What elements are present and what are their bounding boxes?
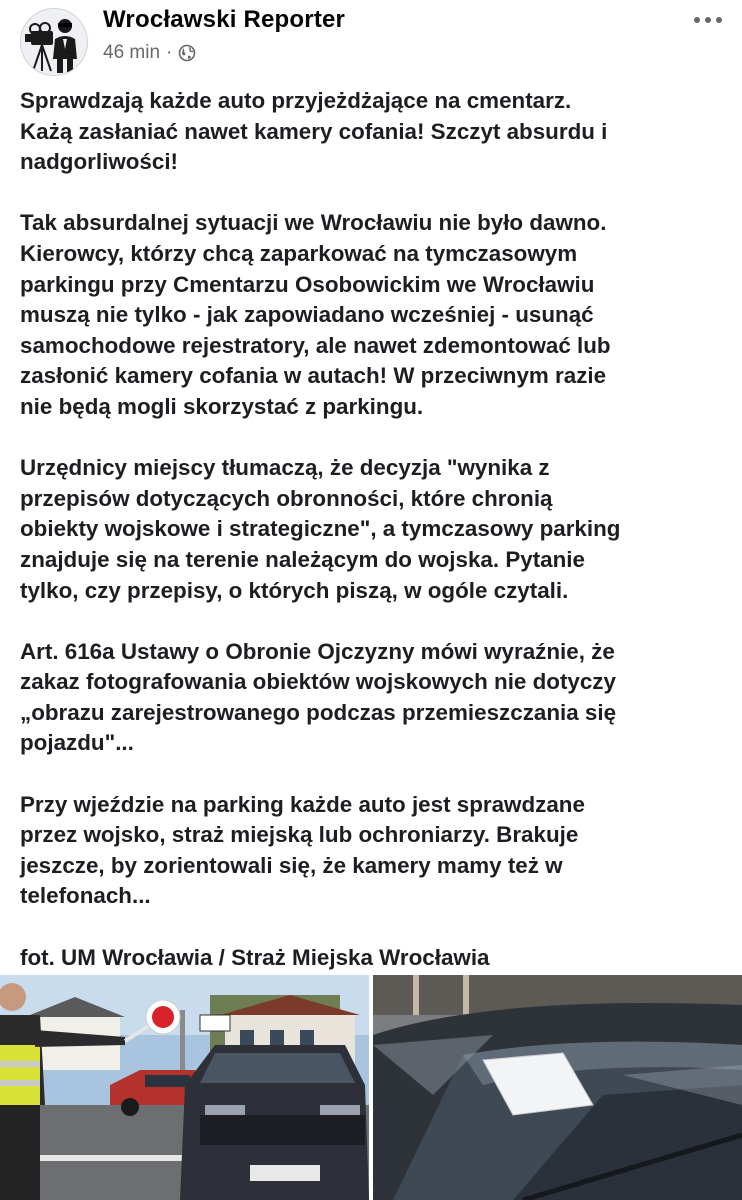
post-text <box>20 86 732 1004</box>
post-header <box>0 0 742 80</box>
avatar-cameraman-icon <box>21 9 87 75</box>
photo-grid <box>0 975 742 1200</box>
photo-checkpoint[interactable] <box>0 975 369 1200</box>
post-paragraph: Urzędnicy miejscy tłumaczą, że decyzja "wynika z przepisów dotyczących obronności, które chronią obiekty wojskowe i strategiczne", a tymczasowy parking znajduje się na terenie należącym do wojska. Pytanie tylko, czy przepisy, o których piszą, w ogóle czytali. <box>20 455 621 603</box>
post-paragraph: Tak absurdalnej sytuacji we Wrocławiu nie było dawno. Kierowcy, którzy chcą zaparkować na tymczasowym parkingu przy Cmentarzu Osobowickim we Wrocławiu muszą nie tylko - jak zapowiadano wcześniej - usunąć samochodowe rejestratory, ale nawet zdemontować lub zasłonić kamery cofania w autach! W przeciwnym razie nie będą mogli skorzystać z parkingu. <box>20 210 611 419</box>
meta-separator: · <box>166 42 173 63</box>
author-name[interactable]: Wrocławski Reporter <box>103 6 346 33</box>
photo-icon <box>373 975 742 1200</box>
photo-icon <box>0 975 369 1200</box>
photo-windshield-note[interactable] <box>373 975 742 1200</box>
post-paragraph: Art. 616a Ustawy o Obronie Ojczyzny mówi wyraźnie, że zakaz fotografowania obiektów wojskowych nie dotyczy „obrazu zarejestrowanego podczas przemieszczania się pojazdu"... <box>20 638 617 756</box>
post-meta <box>103 42 196 64</box>
more-options-button[interactable] <box>690 6 726 34</box>
globe-icon <box>178 44 196 62</box>
post-paragraph: fot. UM Wrocławia / Straż Miejska Wrocławia <box>20 944 490 970</box>
more-dots-icon <box>693 16 723 24</box>
post-paragraph: Przy wjeździe na parking każde auto jest sprawdzane przez wojsko, straż miejską lub ochroniarzy. Brakuje jeszcze, by zorientowali się, że kamery mamy też w telefonach... <box>20 791 585 909</box>
post-paragraph: Sprawdzają każde auto przyjeżdżające na cmentarz. Każą zasłaniać nawet kamery cofania! Szczyt absurdu i nadgorliwości! <box>20 88 608 175</box>
post-time[interactable]: 46 min <box>103 42 161 63</box>
avatar[interactable] <box>20 8 88 76</box>
